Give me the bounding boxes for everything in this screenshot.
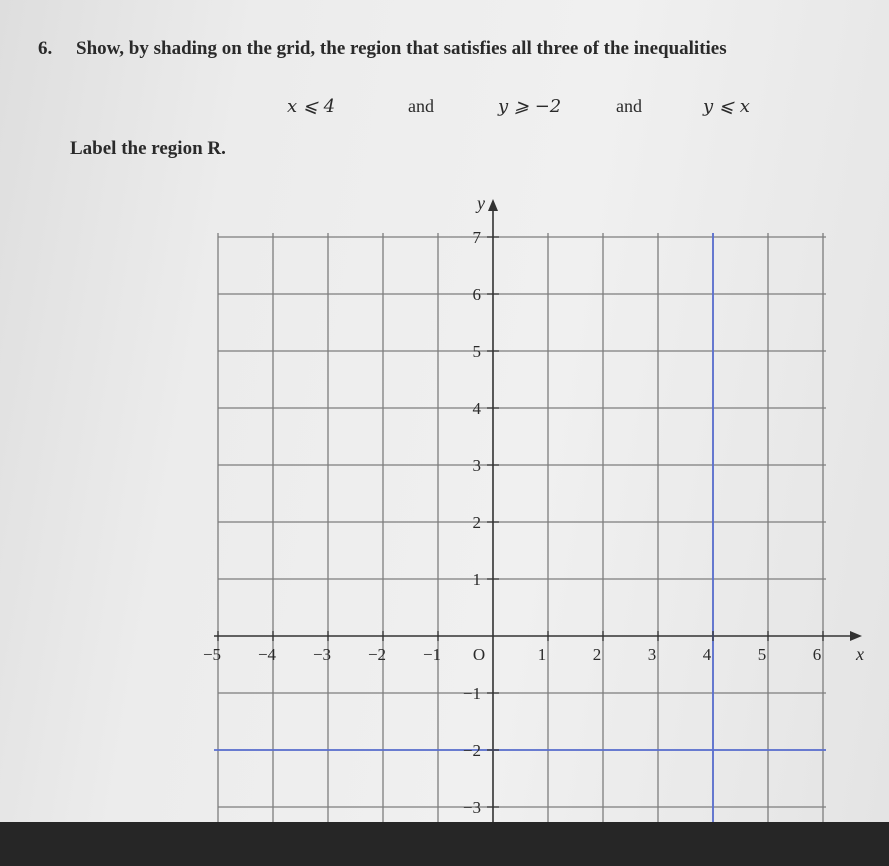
instruction-label-region: Label the region R.: [70, 138, 226, 159]
y-tick-label: 1: [472, 570, 481, 589]
x-tick-label: 3: [647, 645, 657, 664]
question-number: 6.: [38, 38, 53, 59]
y-tick-label: −2: [462, 741, 481, 760]
x-tick-label: −2: [367, 645, 387, 664]
x-tick-label: 5: [757, 645, 767, 664]
x-tick-label: 1: [537, 645, 547, 664]
x-tick-label: O: [472, 645, 486, 664]
x-tick-label: −4: [257, 645, 277, 664]
y-tick-label: 3: [472, 456, 481, 475]
connector-1: and: [408, 96, 434, 116]
y-tick-label: −1: [462, 684, 481, 703]
y-tick-label: −3: [462, 798, 481, 817]
x-tick-label: −1: [422, 645, 442, 664]
y-tick-label: 6: [472, 285, 481, 304]
y-tick-label: 5: [472, 342, 481, 361]
x-tick-label: 2: [592, 645, 602, 664]
question-text: Show, by shading on the grid, the region that satisfies all three of the inequalities: [76, 38, 727, 59]
y-axis-label: y: [477, 193, 485, 213]
y-tick-label: 2: [472, 513, 481, 532]
bottom-bar: [0, 822, 889, 866]
inequality-1: x ⩽ 4: [287, 96, 336, 117]
x-axis-label: x: [856, 644, 864, 664]
inequality-2: y ⩾ −2: [498, 96, 562, 117]
x-tick-label: −5: [202, 645, 222, 664]
connector-2: and: [616, 96, 642, 116]
x-axis-arrow-icon: [850, 631, 862, 641]
x-tick-label: 4: [702, 645, 712, 664]
y-axis-arrow-icon: [488, 199, 498, 211]
x-tick-label: −3: [312, 645, 332, 664]
inequality-3: y ⩽ x: [703, 96, 750, 117]
y-tick-label: 7: [472, 228, 481, 247]
y-tick-label: 4: [472, 399, 481, 418]
x-tick-label: 6: [812, 645, 822, 664]
